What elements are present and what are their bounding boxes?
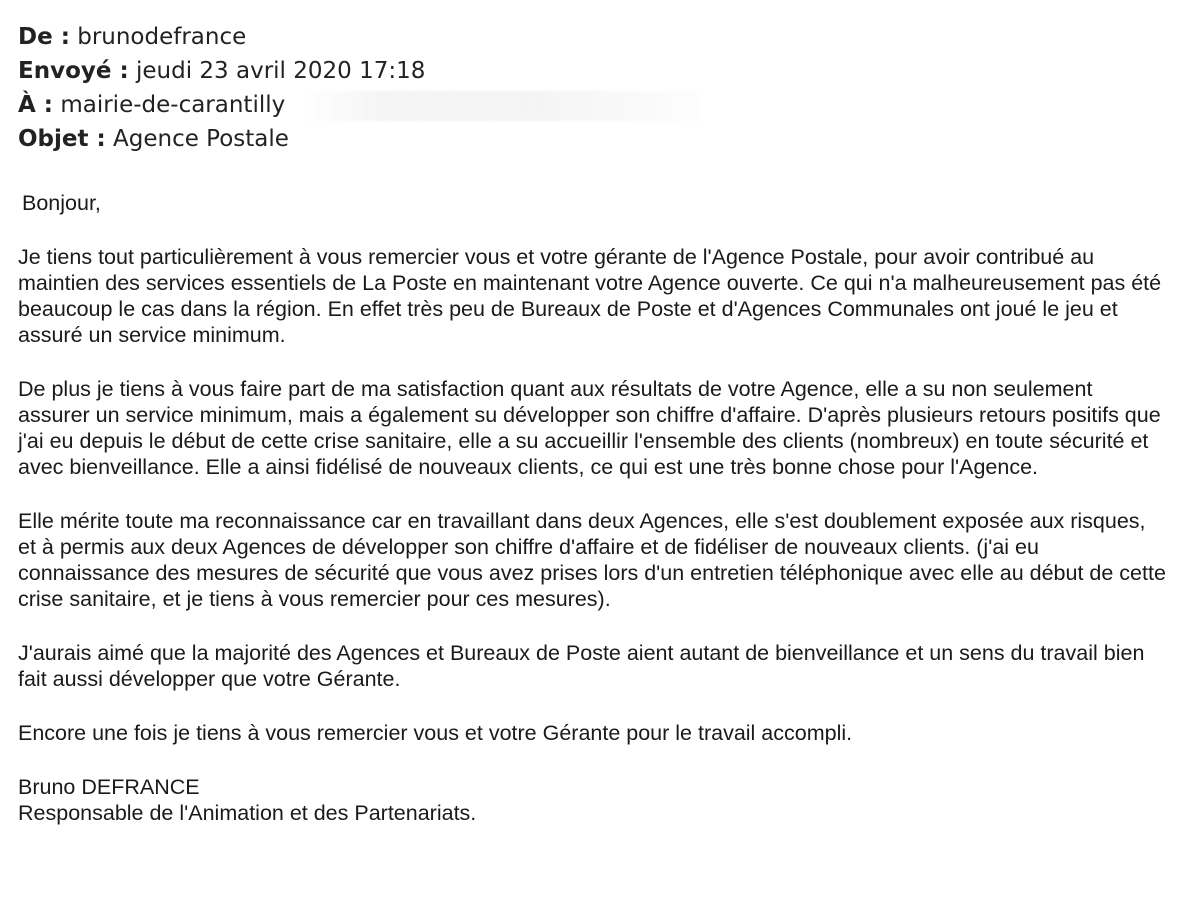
sent-row	[18, 54, 701, 88]
email-body	[18, 190, 1168, 826]
greeting: Bonjour,	[22, 191, 101, 215]
signature-title: Responsable de l'Animation et des Partenariats.	[18, 801, 477, 825]
subject-row	[18, 122, 701, 156]
sent-label: Envoyé :	[18, 58, 129, 84]
subject-value: Agence Postale	[113, 126, 289, 152]
paragraph-wish: J'aurais aimé que la majorité des Agences et Bureaux de Poste aient autant de bienveillance et un sens du travail bien fait aussi développer que votre Gérante.	[18, 641, 1145, 691]
signature-name: Bruno DEFRANCE	[18, 775, 200, 799]
to-label: À :	[18, 92, 54, 118]
from-value: brunodefrance	[77, 24, 247, 50]
from-row	[18, 20, 701, 54]
from-label: De :	[18, 24, 70, 50]
sent-value: jeudi 23 avril 2020 17:18	[136, 58, 426, 84]
subject-label: Objet :	[18, 126, 106, 152]
email-header	[18, 20, 701, 156]
paragraph-satisfaction: De plus je tiens à vous faire part de ma satisfaction quant aux résultats de votre Agence, elle a su non seulement assurer un service minimum, mais a également su développer son chiffre d'affaire. D'après plusieurs retours positifs que j'ai eu depuis le début de cette crise sanitaire, elle a su accueillir l'ensemble des clients (nombreux) en toute sécurité et avec bienveillance. Elle a ainsi fidélisé de nouveaux clients, ce qui est une très bonne chose pour l'Agence.	[18, 377, 1161, 479]
paragraph-thanks: Je tiens tout particulièrement à vous remercier vous et votre gérante de l'Agence Postale, pour avoir contribué au maintien des services essentiels de La Poste en maintenant votre Agence ouverte. Ce qui n'a malheureusement pas été beaucoup le cas dans la région. En effet très peu de Bureaux de Poste et d'Agences Communales ont joué le jeu et assuré un service minimum.	[18, 245, 1162, 347]
redacted-address	[301, 91, 701, 121]
paragraph-recognition: Elle mérite toute ma reconnaissance car en travaillant dans deux Agences, elle s'est doublement exposée aux risques, et à permis aux deux Agences de développer son chiffre d'affaire et de fidéliser de nouveaux clients. (j'ai eu connaissance des mesures de sécurité que vous avez prises lors d'un entretien téléphonique avec elle au début de cette crise sanitaire, et je tiens à vous remercier pour ces mesures).	[18, 509, 1166, 611]
to-row	[18, 88, 701, 122]
to-value: mairie-de-carantilly	[60, 92, 286, 118]
paragraph-closing: Encore une fois je tiens à vous remercier vous et votre Gérante pour le travail accompli.	[18, 721, 853, 745]
